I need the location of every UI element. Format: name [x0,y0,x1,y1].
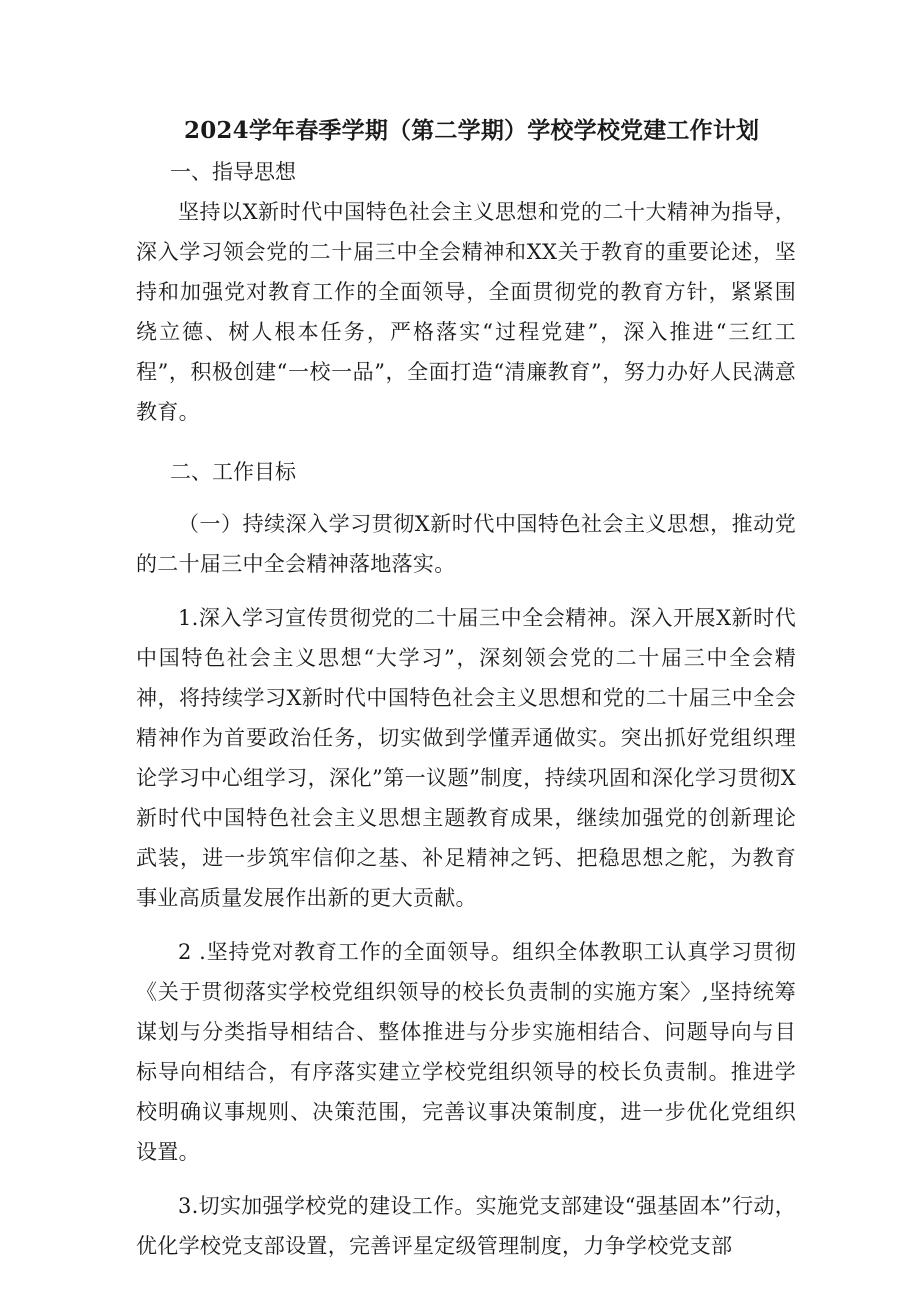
sub-heading-paragraph: （一）持续深入学习贯彻X新时代中国特色社会主义思想，推动党的二十届三中全会精神落地落实。 [136,512,796,576]
document-title: 2024学年春季学期（第二学期）学校学校党建工作计划 [184,117,760,144]
section-heading: 一、指导思想 [170,160,296,184]
body-paragraph: 坚持以X新时代中国特色社会主义思想和党的二十大精神为指导，深入学习领会党的二十届三中全会精神和XX关于教育的重要论述，坚持和加强党对教育工作的全面领导，全面贯彻党的教育方针，紧紧围绕立德、树人根本任务，严格落实“过程党建”，深入推进“三红工程”，积极创建“一校一品”，全面打造“清廉教育”，努力办好人民满意教育。 [136,200,796,424]
list-item-paragraph: 1.深入学习宣传贯彻党的二十届三中全会精神。深入开展X新时代中国特色社会主义思想“大学习”，深刻领会党的二十届三中全会精神，将持续学习X新时代中国特色社会主义思想和党的二十届三中全会精神作为首要政治任务，切实做到学懂弄通做实。突出抓好党组织理论学习中心组学习，深化”第一议题”制度，持续巩固和深化学习贯彻X新时代中国特色社会主义思想主题教育成果，继续加强党的创新理论武装，进一步筑牢信仰之基、补足精神之钙、把稳思想之舵，为教育事业高质量发展作出新的更大贡献。 [136,606,796,910]
list-item-paragraph: 2 .坚持党对教育工作的全面领导。组织全体教职工认真学习贯彻《关于贯彻落实学校党组织领导的校长负责制的实施方案〉,坚持统筹谋划与分类指导相结合、整体推进与分步实施相结合、问题导向与目标导向相结合，有序落实建立学校党组织领导的校长负责制。推进学校明确议事规则、决策范围，完善议事决策制度，进一步优化党组织设置。 [136,940,796,1164]
list-item-paragraph: 3.切实加强学校党的建设工作。实施党支部建设“强基固本”行动，优化学校党支部设置，完善评星定级管理制度，力争学校党支部 [136,1194,796,1258]
document-body [136,112,796,1266]
section-guiding-ideology [136,152,796,432]
section-heading: 二、工作目标 [170,460,296,484]
section-work-goals [136,452,796,1266]
